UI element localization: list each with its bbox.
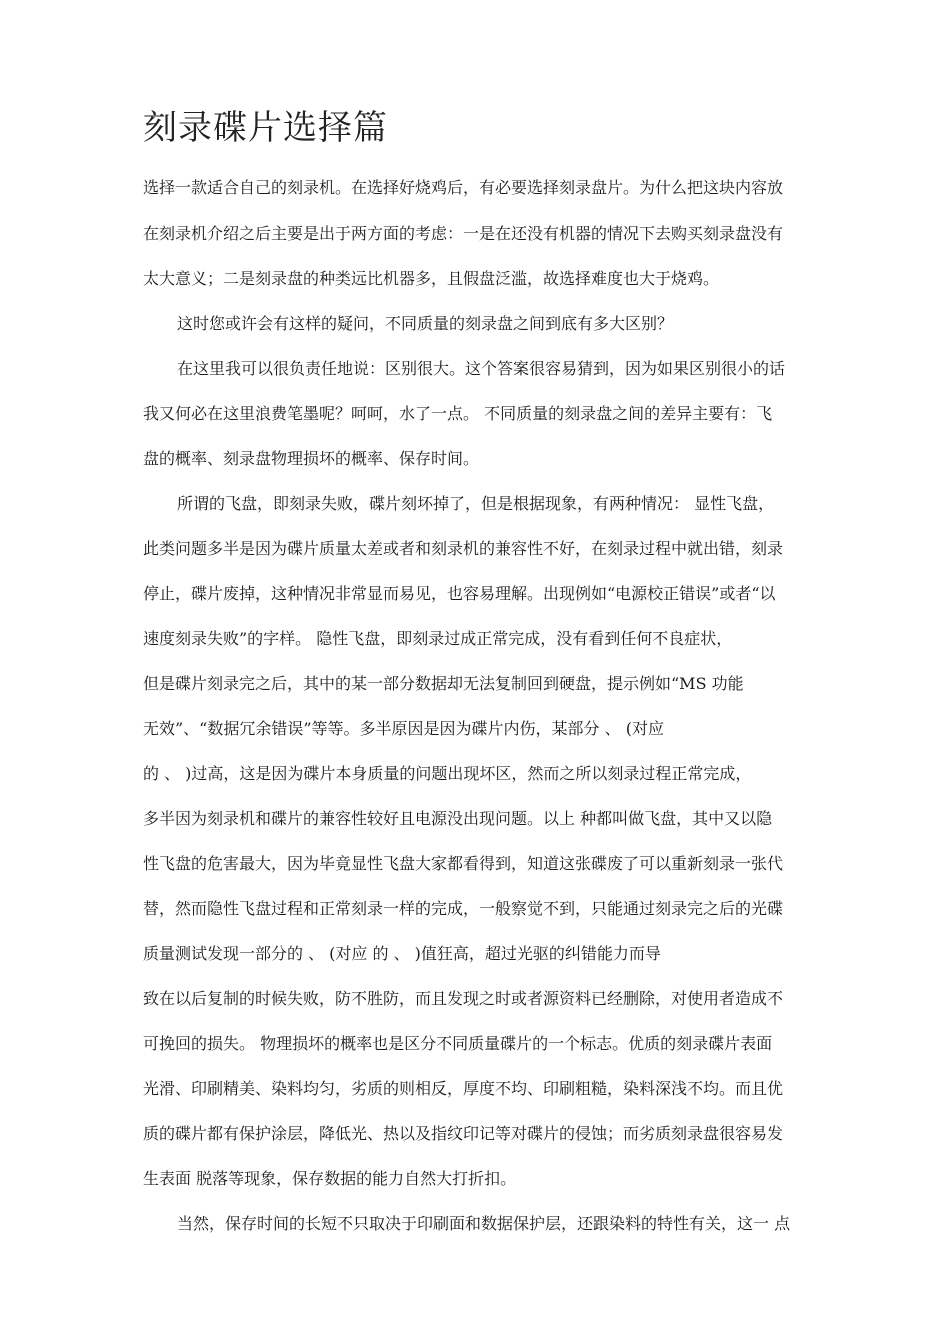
- text-line: 选择一款适合自己的刻录机。在选择好烧鸡后，有必要选择刻录盘片。为什么把这块内容放: [143, 178, 784, 197]
- text-line: 生表面 脱落等现象，保存数据的能力自然大打折扣。: [143, 1169, 517, 1188]
- text-line: 速度刻录失败”的字样。 隐性飞盘，即刻录过成正常完成，没有看到任何不良症状，: [143, 629, 733, 648]
- text-line: 停止，碟片废掉，这种情况非常显而易见，也容易理解。出现例如“电源校正错误”或者“以: [143, 584, 776, 603]
- text-line: 的 、 )过高，这是因为碟片本身质量的问题出现坏区，然而之所以刻录过程正常完成，: [143, 764, 752, 783]
- text-line: 所谓的飞盘，即刻录失败，碟片刻坏掉了，但是根据现象，有两种情况： 显性飞盘，: [177, 494, 775, 513]
- text-line: 但是碟片刻录完之后，其中的某一部分数据却无法复制回到硬盘，提示例如“MS 功能: [143, 674, 744, 693]
- text-line: 这时您或许会有这样的疑问，不同质量的刻录盘之间到底有多大区别？: [177, 314, 674, 333]
- text-line: 我又何必在这里浪费笔墨呢？呵呵，水了一点。 不同质量的刻录盘之间的差异主要有：飞: [143, 404, 773, 423]
- text-line: 在刻录机介绍之后主要是出于两方面的考虑：一是在还没有机器的情况下去购买刻录盘没有: [143, 224, 784, 243]
- text-line: 此类问题多半是因为碟片质量太差或者和刻录机的兼容性不好，在刻录过程中就出错，刻录: [143, 539, 784, 558]
- text-line: 在这里我可以很负责任地说：区别很大。这个答案很容易猜到，因为如果区别很小的话: [177, 359, 786, 378]
- text-line: 质的碟片都有保护涂层，降低光、热以及指纹印记等对碟片的侵蚀；而劣质刻录盘很容易发: [143, 1124, 784, 1143]
- text-line: 替，然而隐性飞盘过程和正常刻录一样的完成，一般察觉不到，只能通过刻录完之后的光碟: [143, 899, 784, 918]
- text-line: 无效”、“数据冗余错误”等等。多半原因是因为碟片内伤，某部分 、 (对应: [143, 719, 664, 738]
- text-line: 太大意义；二是刻录盘的种类远比机器多，且假盘泛滥，故选择难度也大于烧鸡。: [143, 269, 720, 288]
- text-line: 盘的概率、刻录盘物理损坏的概率、保存时间。: [143, 449, 480, 468]
- text-line: 光滑、印刷精美、染料均匀，劣质的则相反，厚度不均、印刷粗糙，染料深浅不均。而且优: [143, 1079, 784, 1098]
- text-line: 致在以后复制的时候失败，防不胜防，而且发现之时或者源资料已经删除，对使用者造成不: [143, 989, 784, 1008]
- page-title: 刻录碟片选择篇: [143, 108, 388, 148]
- text-line: 性飞盘的危害最大，因为毕竟显性飞盘大家都看得到，知道这张碟废了可以重新刻录一张代: [143, 854, 784, 873]
- text-line: 多半因为刻录机和碟片的兼容性较好且电源没出现问题。以上 种都叫做飞盘，其中又以隐: [143, 809, 773, 828]
- text-line: 质量测试发现一部分的 、 (对应 的 、 )值狂高，超过光驱的纠错能力而导: [143, 944, 661, 963]
- text-line: 可挽回的损失。 物理损坏的概率也是区分不同质量碟片的一个标志。优质的刻录碟片表面: [143, 1034, 773, 1053]
- text-line: 当然，保存时间的长短不只取决于印刷面和数据保护层，还跟染料的特性有关，这一 点: [177, 1214, 791, 1233]
